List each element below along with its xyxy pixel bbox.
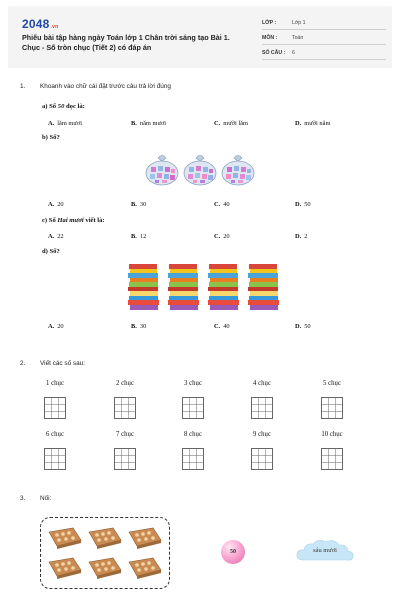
answer-grid[interactable]: [182, 397, 204, 419]
meta-subject-key: MÔN :: [262, 35, 278, 41]
q1d-option-c[interactable]: C. 40: [214, 323, 230, 330]
answer-grid[interactable]: [114, 448, 136, 470]
meta-count-value: 6: [292, 50, 295, 56]
tens-label-4: 4 chục: [253, 380, 271, 387]
book-stack-icon: [126, 262, 162, 314]
answer-grid[interactable]: [44, 448, 66, 470]
q1a-label: a) Số 50 đọc là:: [42, 103, 85, 110]
egg-tray-icon: [127, 526, 163, 550]
q3-number: 3.: [20, 495, 26, 502]
book-stack-icon: [166, 262, 202, 314]
meta-class-key: LỚP :: [262, 20, 277, 26]
q1c-option-c[interactable]: C. 20: [214, 233, 230, 240]
meta-class: [262, 17, 386, 30]
egg-tray-icon: [47, 526, 83, 550]
marble-bags-illustration: [143, 150, 257, 186]
answer-grid[interactable]: [44, 397, 66, 419]
q1c-option-a[interactable]: A. 22: [48, 233, 64, 240]
q1c-label: c) Số Hai mươi viết là:: [42, 217, 105, 224]
answer-grid[interactable]: [182, 448, 204, 470]
q1a-option-c[interactable]: C. mười lăm: [214, 120, 248, 127]
tens-label-7: 7 chục: [116, 431, 134, 438]
q1b-label: b) Số?: [42, 134, 60, 141]
q3-text: Nối:: [40, 495, 52, 502]
worksheet-header: [8, 6, 392, 68]
egg-tray-icon: [47, 556, 83, 580]
marble-bag-icon: [219, 150, 257, 186]
meta-count-key: SỐ CÂU :: [262, 50, 286, 56]
tens-label-2: 2 chục: [116, 380, 134, 387]
marble-bag-icon: [143, 150, 181, 186]
tens-label-8: 8 chục: [184, 431, 202, 438]
book-stack-icon: [206, 262, 242, 314]
q2-text: Viết các số sau:: [40, 360, 85, 367]
tens-label-9: 9 chục: [253, 431, 271, 438]
book-stack-icon: [246, 262, 282, 314]
egg-tray-icon: [87, 526, 123, 550]
egg-trays-group[interactable]: [40, 517, 170, 589]
tens-label-10: 10 chục: [321, 431, 343, 438]
meta-subject-value: Toán: [292, 35, 304, 41]
q1d-option-d[interactable]: D. 50: [295, 323, 311, 330]
q1b-option-d[interactable]: D. 50: [295, 201, 311, 208]
tens-label-1: 1 chục: [46, 380, 64, 387]
q1a-option-d[interactable]: D. mười năm: [295, 120, 331, 127]
q1d-label: d) Số?: [42, 248, 60, 255]
tens-label-3: 3 chục: [184, 380, 202, 387]
q1b-option-a[interactable]: A. 20: [48, 201, 64, 208]
answer-grid[interactable]: [251, 448, 273, 470]
answer-grid[interactable]: [114, 397, 136, 419]
q1-text: Khoanh vào chữ cái đặt trước câu trả lời đúng: [40, 83, 171, 90]
cloud-label: sáu mươi: [313, 547, 337, 554]
tens-label-5: 5 chục: [323, 380, 341, 387]
answer-grid[interactable]: [321, 397, 343, 419]
meta-count: [262, 47, 386, 60]
worksheet-title: Phiếu bài tập hàng ngày Toán lớp 1 Chân trời sáng tạo Bài 1. Chục - Số tròn chục (Tiết 2) có đáp án: [22, 33, 230, 52]
egg-tray-icon: [87, 556, 123, 580]
meta-class-value: Lớp 1: [292, 20, 306, 26]
meta-subject: [262, 32, 386, 45]
q1c-option-d[interactable]: D. 2: [295, 233, 308, 240]
number-ball[interactable]: 50: [221, 540, 245, 564]
egg-tray-icon: [127, 556, 163, 580]
q1d-option-a[interactable]: A. 20: [48, 323, 64, 330]
q1a-option-a[interactable]: A. lăm mươi: [48, 120, 82, 127]
q1b-option-c[interactable]: C. 40: [214, 201, 230, 208]
answer-grid[interactable]: [321, 448, 343, 470]
q1c-option-b[interactable]: B. 12: [131, 233, 147, 240]
q1b-option-b[interactable]: B. 30: [131, 201, 147, 208]
q1-number: 1.: [20, 83, 26, 90]
site-logo[interactable]: 2048.vn: [22, 17, 59, 31]
q1d-option-b[interactable]: B. 30: [131, 323, 147, 330]
tens-label-6: 6 chục: [46, 431, 64, 438]
marble-bag-icon: [181, 150, 219, 186]
book-stacks-illustration: [126, 262, 282, 314]
q2-number: 2.: [20, 360, 26, 367]
q1a-option-b[interactable]: B. năm mươi: [131, 120, 167, 127]
answer-grid[interactable]: [251, 397, 273, 419]
